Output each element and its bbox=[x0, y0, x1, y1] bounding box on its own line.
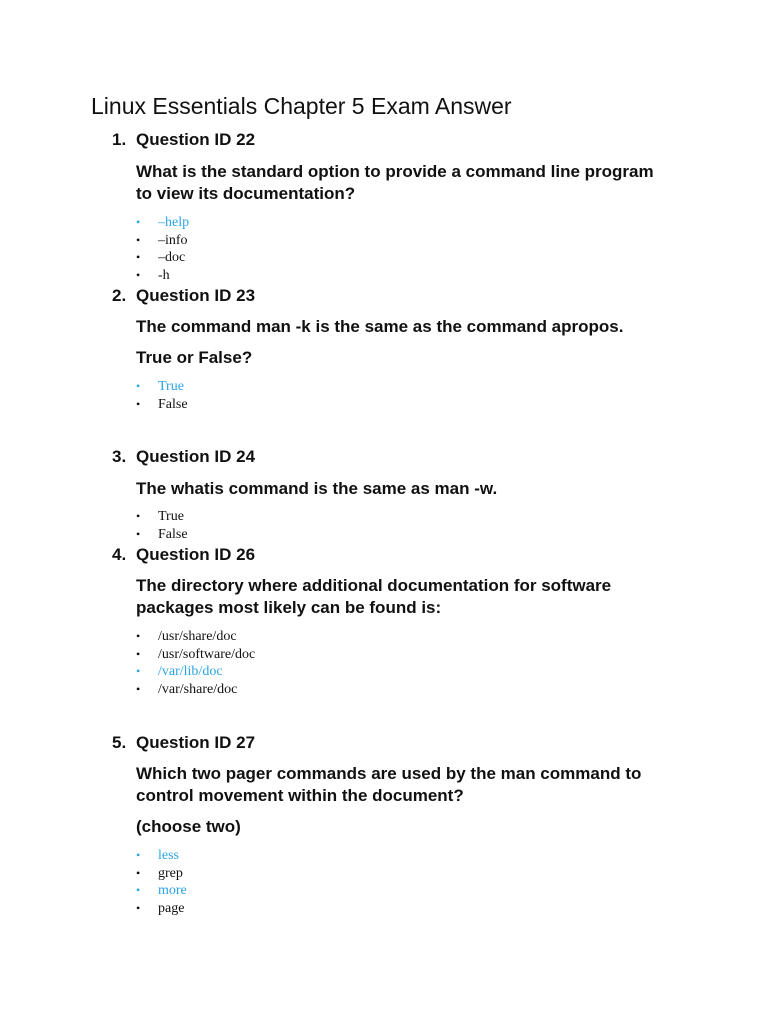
option-label: False bbox=[158, 396, 188, 412]
bullet-icon: • bbox=[136, 267, 141, 282]
option-label: /var/share/doc bbox=[158, 681, 238, 697]
option-label: /var/lib/doc bbox=[158, 664, 223, 679]
options-list bbox=[136, 508, 188, 543]
option-item bbox=[136, 214, 189, 232]
bullet-icon: • bbox=[136, 664, 141, 678]
option-item bbox=[136, 396, 188, 414]
bullet-icon: • bbox=[136, 250, 141, 264]
question-id: Question ID 27 bbox=[136, 733, 256, 752]
question-heading bbox=[112, 732, 255, 754]
question-heading bbox=[112, 544, 255, 566]
option-item bbox=[136, 646, 255, 664]
bullet-icon: • bbox=[136, 865, 141, 880]
option-item bbox=[136, 378, 188, 396]
option-label: False bbox=[158, 526, 188, 542]
bullet-icon: • bbox=[136, 848, 141, 862]
option-item bbox=[136, 249, 189, 267]
option-label: less bbox=[158, 848, 179, 863]
question-number: 5. bbox=[112, 733, 127, 752]
option-item bbox=[136, 628, 255, 646]
option-item bbox=[136, 900, 187, 918]
option-label: True bbox=[158, 379, 184, 394]
question-heading bbox=[112, 446, 255, 468]
option-label: –help bbox=[158, 215, 190, 230]
options-list bbox=[136, 847, 187, 917]
option-label: page bbox=[158, 900, 185, 916]
bullet-icon: • bbox=[136, 509, 141, 523]
option-item bbox=[136, 232, 189, 250]
question-id: Question ID 24 bbox=[136, 447, 256, 466]
bullet-icon: • bbox=[136, 396, 141, 411]
bullet-icon: • bbox=[136, 646, 141, 661]
bullet-icon: • bbox=[136, 900, 141, 915]
option-item bbox=[136, 267, 189, 285]
question-number: 4. bbox=[112, 545, 127, 564]
bullet-icon: • bbox=[136, 379, 141, 393]
option-item bbox=[136, 663, 255, 681]
question-id: Question ID 22 bbox=[136, 130, 256, 149]
question-heading bbox=[112, 129, 255, 151]
question-text: The command man -k is the same as the command apropos. bbox=[136, 317, 624, 336]
question-text: What is the standard option to provide a command line program to view its documentation? bbox=[136, 162, 654, 203]
option-item bbox=[136, 681, 255, 699]
question-number: 3. bbox=[112, 447, 127, 466]
option-label: more bbox=[158, 883, 187, 898]
option-label: –info bbox=[158, 232, 188, 248]
bullet-icon: • bbox=[136, 883, 141, 897]
bullet-icon: • bbox=[136, 232, 141, 247]
option-item bbox=[136, 882, 187, 900]
option-label: True bbox=[158, 509, 184, 524]
question-text: Which two pager commands are used by the man command to control movement within the document? bbox=[136, 764, 642, 805]
options-list bbox=[136, 214, 189, 284]
option-item bbox=[136, 508, 188, 526]
page-title: Linux Essentials Chapter 5 Exam Answer bbox=[91, 93, 512, 119]
question-text: True or False? bbox=[136, 348, 253, 367]
option-label: –doc bbox=[158, 250, 186, 265]
option-item bbox=[136, 865, 187, 883]
bullet-icon: • bbox=[136, 629, 141, 643]
question-id: Question ID 23 bbox=[136, 286, 256, 305]
option-label: grep bbox=[158, 865, 183, 881]
question-text: The directory where additional documentation for software packages most likely can be found is: bbox=[136, 576, 612, 617]
bullet-icon: • bbox=[136, 681, 141, 696]
bullet-icon: • bbox=[136, 526, 141, 541]
option-label: /usr/share/doc bbox=[158, 629, 237, 644]
question-number: 2. bbox=[112, 286, 127, 305]
option-item bbox=[136, 847, 187, 865]
question-id: Question ID 26 bbox=[136, 545, 256, 564]
options-list bbox=[136, 378, 188, 413]
question-number: 1. bbox=[112, 130, 127, 149]
option-item bbox=[136, 526, 188, 544]
question-text: The whatis command is the same as man -w. bbox=[136, 479, 498, 498]
option-label: /usr/software/doc bbox=[158, 646, 256, 662]
question-text: (choose two) bbox=[136, 817, 241, 836]
option-label: -h bbox=[158, 267, 170, 283]
bullet-icon: • bbox=[136, 215, 141, 229]
question-heading bbox=[112, 285, 255, 307]
options-list bbox=[136, 628, 255, 698]
